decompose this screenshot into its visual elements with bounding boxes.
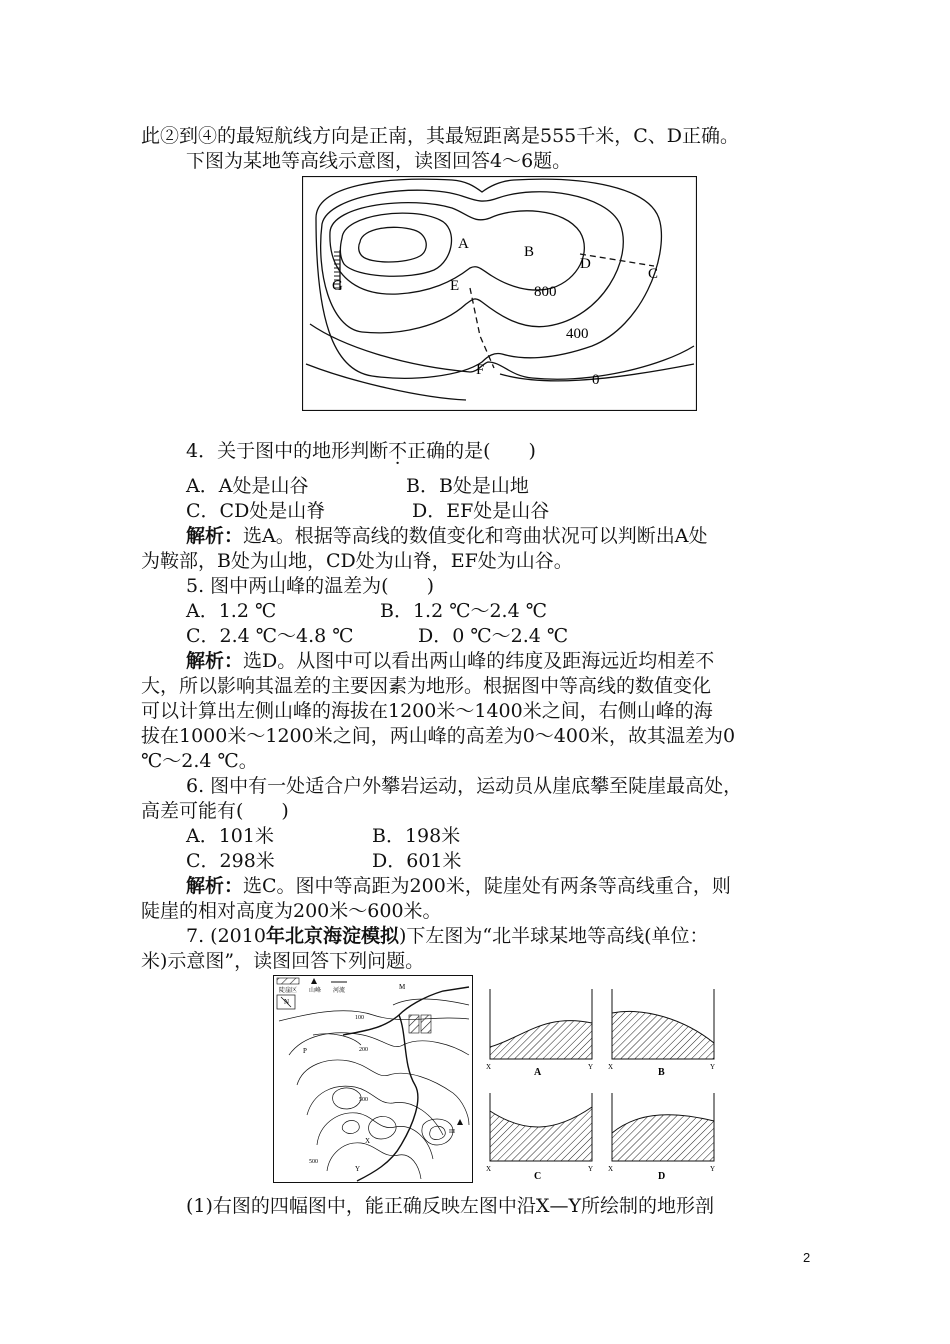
map2-contour-500b: 500	[309, 1159, 318, 1165]
label-b: B	[524, 244, 535, 260]
profile-c-y: Y	[588, 1165, 594, 1173]
q5-explanation-4: 拔在1000米～1200米之间，两山峰的高差为0～400米，故其温差为0	[141, 725, 736, 747]
profile-a	[486, 989, 593, 1078]
q6-stem-1: 6. 图中有一处适合户外攀岩运动，运动员从崖底攀至陡崖最高处，	[186, 775, 743, 797]
q6-explanation-text: 选C。图中等高距为200米，陡崖处有两条等高线重合，则	[243, 875, 731, 897]
q7-subquestion-1: (1)右图的四幅图中，能正确反映左图中沿X—Y所绘制的地形剖	[186, 1195, 714, 1217]
legend-river: 河流	[333, 988, 346, 994]
q4-option-d: D．EF处是山谷	[412, 500, 550, 522]
profile-d	[608, 1093, 715, 1182]
north-label: N	[284, 998, 290, 1006]
q5-explanation-3: 可以计算出左侧山峰的海拔在1200米～1400米之间，右侧山峰的海	[141, 700, 713, 722]
q6-explanation-2: 陡崖的相对高度为200米～600米。	[141, 900, 442, 922]
profile-b	[608, 989, 715, 1078]
profile-a-x: X	[486, 1063, 492, 1071]
label-g: G	[332, 278, 343, 294]
map2-point-m: M	[399, 983, 406, 991]
q4-stem-emphasis: 不	[388, 440, 408, 462]
label-e: E	[450, 278, 460, 294]
map2-point-y: Y	[355, 1165, 361, 1173]
legend-peak: 山峰	[309, 988, 322, 994]
profile-d-label: D	[658, 1171, 666, 1182]
profile-figures	[484, 983, 720, 1183]
q6-option-a: A．101米	[186, 825, 274, 847]
q7-stem-1	[186, 924, 709, 948]
q5-explanation-2: 大，所以影响其温差的主要因素为地形。根据图中等高线的数值变化	[141, 675, 712, 697]
profile-a-y: Y	[588, 1063, 594, 1071]
q6-option-b: B．198米	[372, 825, 461, 847]
legend-cliff: 陡崖区	[279, 988, 298, 994]
label-f: F	[476, 362, 485, 378]
profile-b-label: B	[658, 1067, 665, 1078]
label-a: A	[458, 236, 469, 252]
profile-c	[486, 1093, 593, 1182]
q5-option-b: B．1.2 ℃～2.4 ℃	[380, 600, 547, 622]
contour-label-400: 400	[566, 326, 589, 342]
q5-explanation-text: 选D。从图中可以看出两山峰的纬度及距海远近均相差不	[243, 650, 715, 672]
q7-stem-2: 米)示意图”，读图回答下列问题。	[141, 950, 425, 972]
q7-stem-pre: 7. (2010	[186, 925, 266, 947]
contour-label-0: 0	[592, 372, 600, 388]
q4-explanation-label: 解析：	[186, 525, 244, 547]
profile-a-label: A	[534, 1067, 542, 1078]
q4-stem	[186, 439, 536, 463]
map2-point-x: X	[365, 1137, 371, 1145]
map2-contour-500a: 500	[359, 1097, 368, 1103]
page-number: 2	[803, 1250, 811, 1265]
q5-explanation-label: 解析：	[186, 650, 244, 672]
q4-explanation-2: 为鞍部，B处为山地，CD处为山脊，EF处为山谷。	[141, 550, 573, 572]
profile-b-x: X	[608, 1063, 614, 1071]
q4-explanation-text: 选A。根据等高线的数值变化和弯曲状况可以判断出A处	[243, 525, 708, 547]
q6-option-c: C．298米	[186, 850, 275, 872]
q7-stem-post: )下左图为“北半球某地等高线(单位：	[398, 925, 709, 947]
profile-d-y: Y	[710, 1165, 716, 1173]
map2-point-roman: III	[449, 1129, 455, 1135]
q4-stem-post: 正确的是( )	[407, 440, 536, 462]
topographic-map-figure	[273, 975, 473, 1183]
q4-stem-pre: 4．关于图中的地形判断	[186, 440, 389, 462]
q4-option-b: B．B处是山地	[406, 475, 529, 497]
q4-explanation-1	[186, 524, 707, 548]
contour-label-800: 800	[534, 284, 557, 300]
profile-c-x: X	[486, 1165, 492, 1173]
q6-option-d: D．601米	[372, 850, 462, 872]
q5-option-d: D．0 ℃～2.4 ℃	[418, 625, 569, 647]
q4-option-c: C．CD处是山脊	[186, 500, 326, 522]
q5-stem: 5. 图中两山峰的温差为( )	[186, 575, 434, 597]
q5-explanation-5: ℃～2.4 ℃。	[141, 750, 258, 772]
q7-stem-source: 年北京海淀模拟	[265, 925, 399, 947]
q6-stem-2: 高差可能有( )	[141, 800, 289, 822]
profile-b-y: Y	[710, 1063, 716, 1071]
text-line-2: 下图为某地等高线示意图，读图回答4～6题。	[186, 150, 572, 172]
q5-explanation-1	[186, 649, 714, 673]
map2-contour-200: 200	[359, 1047, 368, 1053]
contour-map-figure	[302, 176, 697, 411]
text-line-1: 此②到④的最短航线方向是正南，其最短距离是555千米，C、D正确。	[141, 125, 740, 147]
profile-d-x: X	[608, 1165, 614, 1173]
q6-explanation-1	[186, 874, 731, 898]
label-d: D	[580, 256, 591, 272]
q4-option-a: A．A处是山谷	[186, 475, 309, 497]
q6-explanation-label: 解析：	[186, 875, 244, 897]
map2-point-p: P	[303, 1047, 307, 1055]
profile-c-label: C	[534, 1171, 542, 1182]
map2-contour-100: 100	[355, 1015, 364, 1021]
q5-option-a: A．1.2 ℃	[186, 600, 277, 622]
label-c: C	[648, 266, 659, 282]
q5-option-c: C．2.4 ℃～4.8 ℃	[186, 625, 354, 647]
